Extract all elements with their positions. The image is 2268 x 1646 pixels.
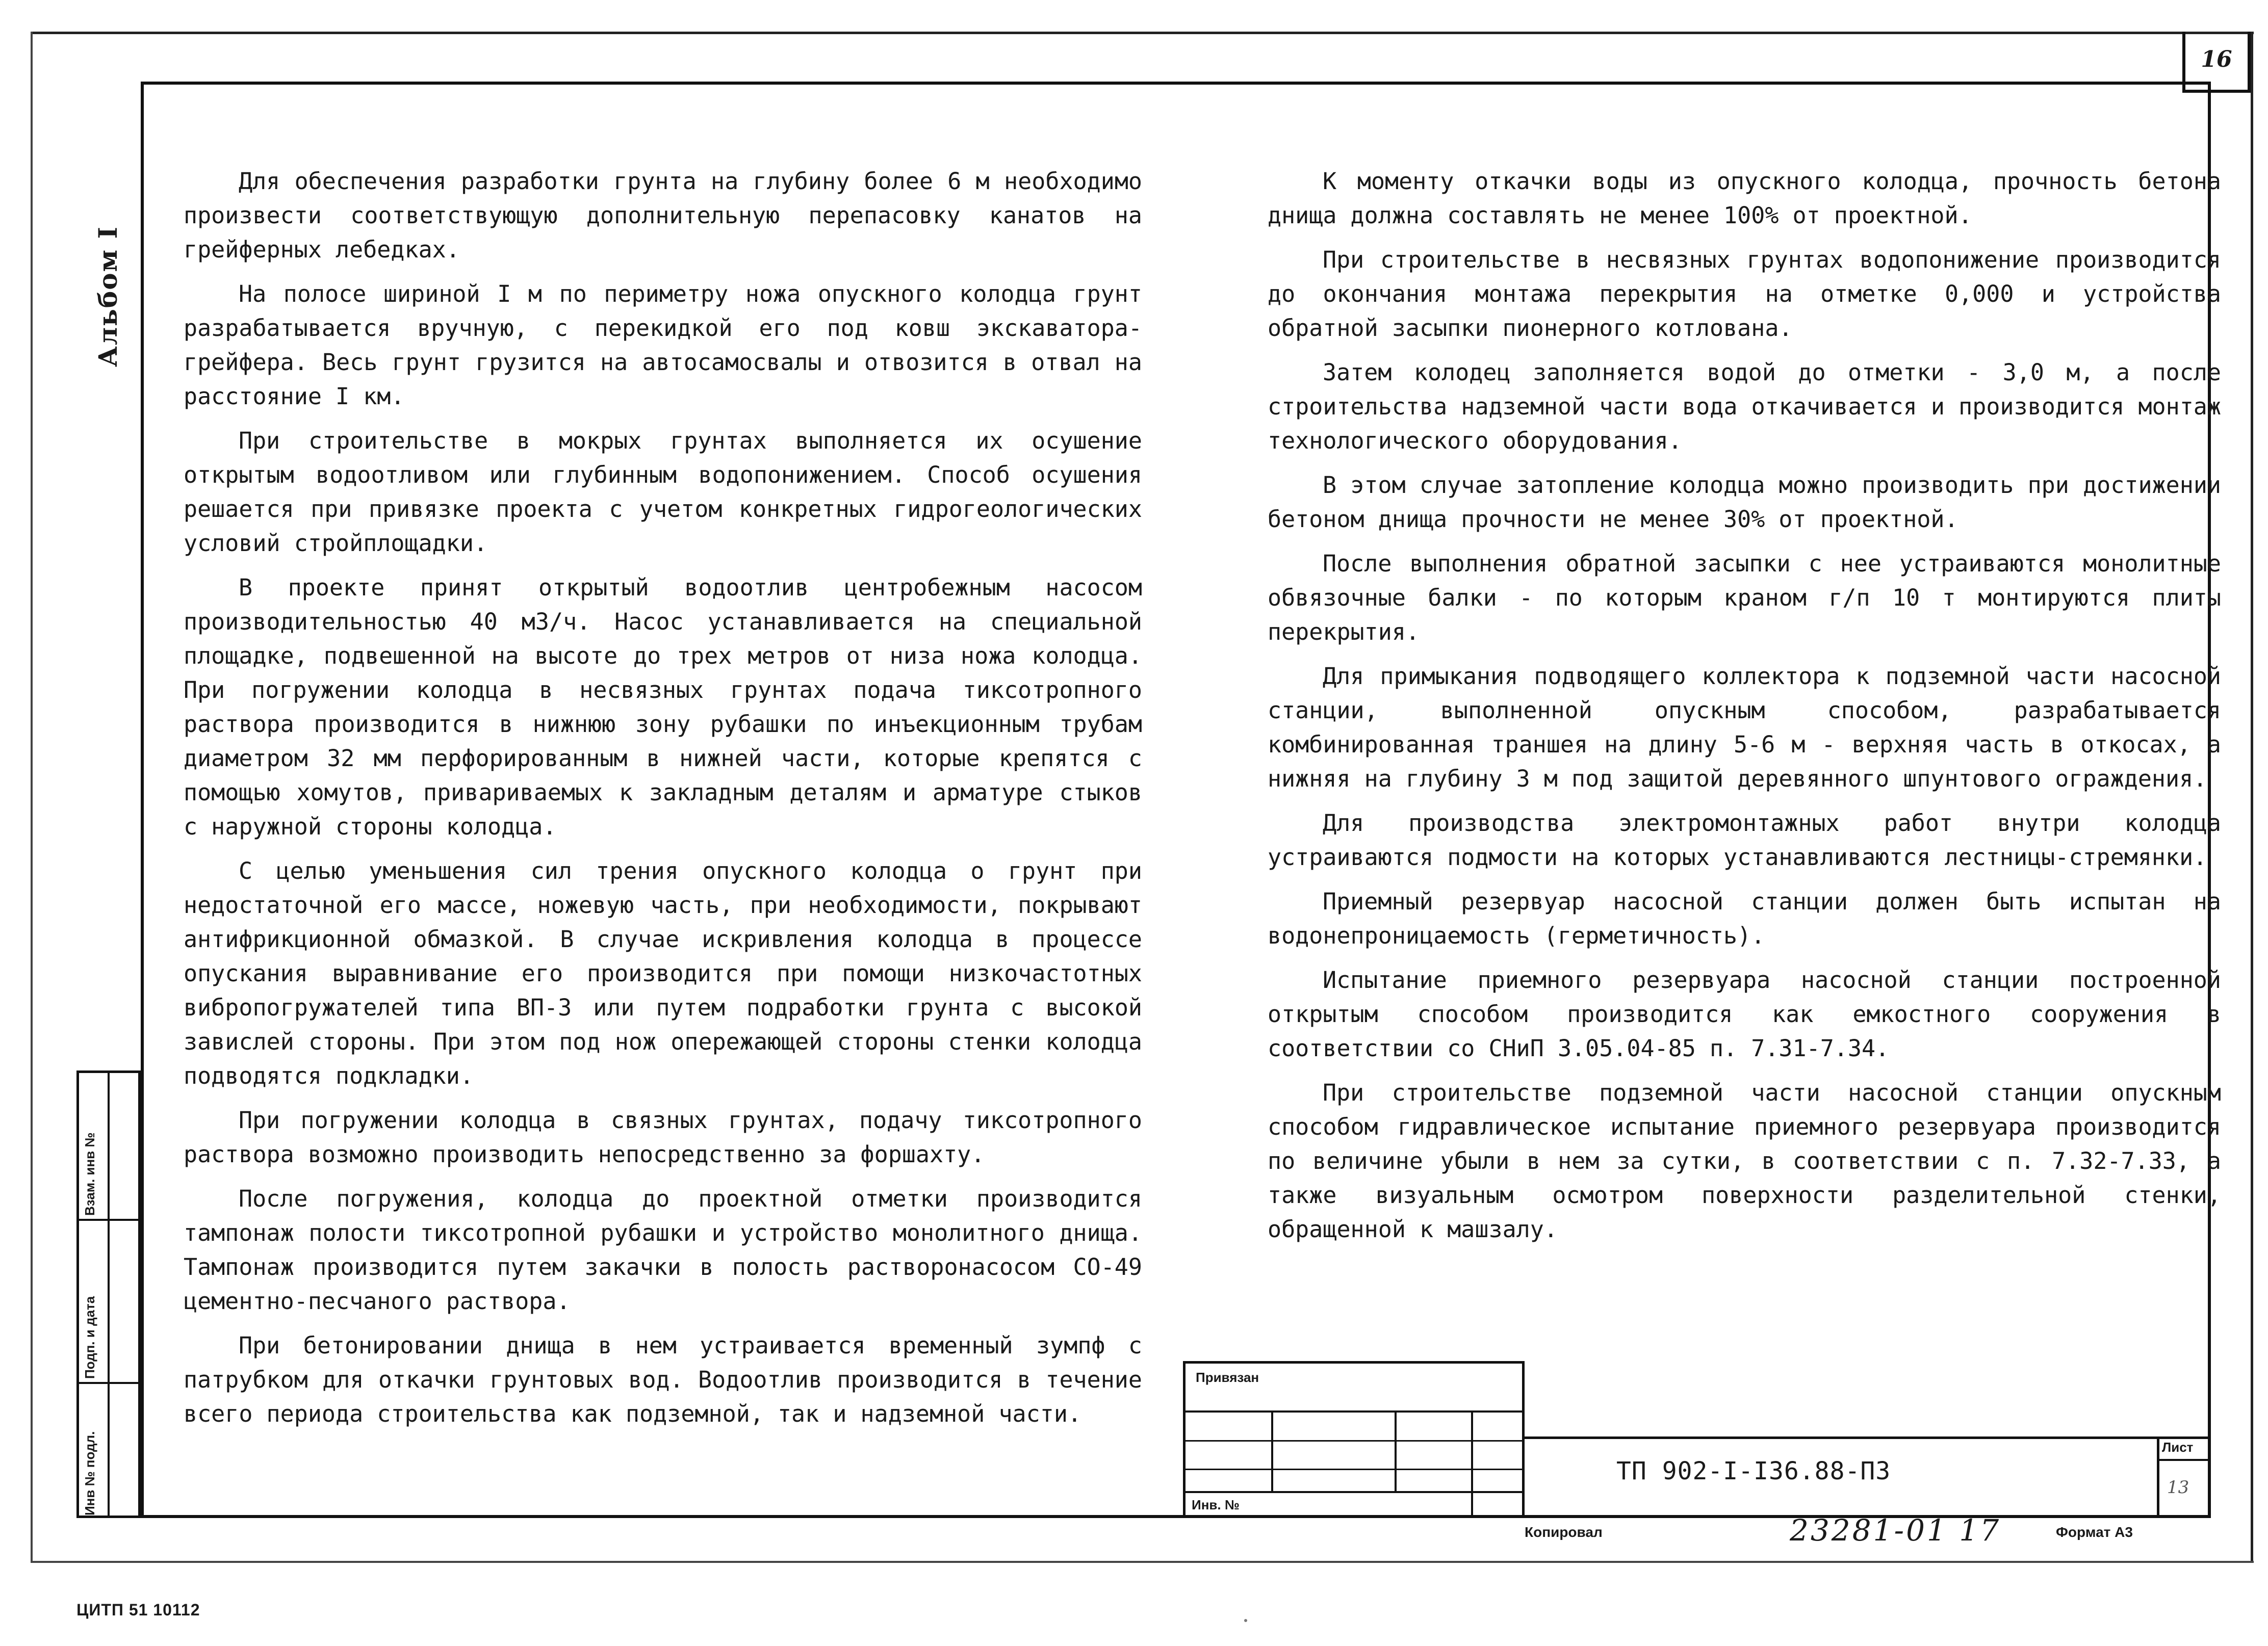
paragraph: Для обеспечения разработки грунта на глубину более 6 м необходимо произвести соответствующую дополнительную перепасовку канатов на грейферных лебедках. (184, 168, 1142, 263)
paragraph: Испытание приемного резервуара насосной станции построенной открытым способом производится как емкостного сооружения в соответствии со СНиП 3.05.04-85 п. 7.31-7.34. (1268, 966, 2221, 1062)
album-label: Альбом I (93, 226, 123, 367)
sheet-top-line (31, 32, 2254, 34)
paragraph: После выполнения обратной засыпки с нее устраиваются монолитные обвязочные балки - по которым краном г/п 10 т монтируются плиты перекрытия. (1268, 550, 2221, 645)
sheet-cell-rule (2157, 1459, 2211, 1461)
sheet-value: 13 (2167, 1477, 2189, 1498)
paragraph: При строительстве в несвязных грунтах водопонижение производится до окончания монтажа перекрытия на отметке 0,000 и устройства обратной засыпки пионерного котлована. (1268, 246, 2221, 342)
paragraph: В проекте принят открытый водоотлив центробежным насосом производительностью 40 м3/ч. Насос устанавливается на специальной площадке, подвешенной на высоте до трех метров от низа ножа колодца. При погружении колодца в несвязных грунтах подача тиксотропного раствора производится в нижнюю зону рубашки по инъекционным трубам диаметром 32 мм перфорированным в нижней части, которые крепятся с помощью хомутов, привариваемых к закладным деталям и арматуре стыков с наружной стороны колодца. (184, 574, 1142, 840)
scan-speck (1244, 1619, 1247, 1622)
paragraph: При бетонировании днища в нем устраивается временный зумпф с патрубком для откачки грунтовых вод. Водоотлив производится в течение всего периода строительства как подземной, так и надземной части. (184, 1332, 1142, 1427)
linked-label: Привязан (1196, 1370, 1259, 1385)
linkage-table (1183, 1361, 1525, 1518)
paragraph: Для производства электромонтажных работ внутри колодца устраиваются подмости на которых устанавливаются лестницы-стремянки. (1268, 809, 2221, 871)
footer-org: ЦИТП 51 10112 (76, 1601, 200, 1619)
table-divider (1271, 1410, 1273, 1491)
margin-stamp (76, 1070, 141, 1518)
text-column-right (1268, 164, 2221, 1257)
table-divider (1471, 1410, 1473, 1517)
paragraph: При строительстве в мокрых грунтах выполняется их осушение открытым водоотливом или глубинным водопонижением. Способ осушения решается при привязке проекта с учетом конкретных гидрогеологических условий стройплощадки. (184, 427, 1142, 557)
document-code: ТП 902-I-I36.88-ПЗ (1616, 1457, 1891, 1485)
table-divider (1395, 1410, 1397, 1491)
paragraph: При погружении колодца в связных грунтах, подачу тиксотропного раствора возможно производить непосредственно за форшахту. (184, 1107, 1142, 1168)
paragraph: На полосе шириной I м по периметру ножа опускного колодца грунт разрабатывается вручную, с перекидкой его под ковш экскаватора-грейфера. Весь грунт грузится на автосамосвалы и отвозится в отвал на расстояние I км. (184, 280, 1142, 410)
paragraph: В этом случае затопление колодца можно производить при достижении бетоном днища прочности не менее 30% от проектной. (1268, 472, 2221, 533)
sheet-right-line (2251, 32, 2253, 1561)
paragraph: После погружения, колодца до проектной отметки производится тампонаж полости тиксотропной рубашки и устройство монолитного днища. Тампонаж производится путем закачки в полость растворонасосом СО-49 цементно-песчаного раствора. (184, 1185, 1142, 1315)
paragraph: К моменту откачки воды из опускного колодца, прочность бетона днища должна составлять не менее 100% от проектной. (1268, 168, 2221, 229)
sheet-bottom-line (31, 1561, 2254, 1563)
stamp-label-inv: Инв № подл. (82, 1431, 97, 1516)
paragraph: При строительстве подземной части насосной станции опускным способом гидравлическое испытание приемного резервуара производится по величине убыли в нем за сутки, в соответствии с п. 7.32-7.33, а также визуальным осмотром поверхности разделительной стенки, обращенной к машзалу. (1268, 1079, 2221, 1243)
paragraph: Для примыкания подводящего коллектора к подземной части насосной станции, выполненной опускным способом, разрабатывается комбинированная траншея на длину 5-6 м - верхняя часть в откосах, а нижняя на глубину 3 м под защитой деревянного шпунтового ограждения. (1268, 663, 2221, 792)
paragraph: Приемный резервуар насосной станции должен быть испытан на водонепроницаемость (герметичность). (1268, 888, 2221, 949)
sheet-label: Лист (2162, 1440, 2194, 1455)
paragraph: С целью уменьшения сил трения опускного колодца о грунт при недостаточной его массе, ножевую часть, при необходимости, покрывают антифрикционной обмазкой. В случае искривления колодца в процессе опускания выравнивание его производится при помощи низкочастотных вибропогружателей типа ВП-3 или путем подработки грунта с высокой завислей стороны. При этом под нож опережающей стороны стенки колодца подводятся подкладки. (184, 857, 1142, 1089)
copied-label: Копировал (1525, 1524, 1603, 1540)
sheet-left-line (31, 32, 33, 1561)
text-column-left (184, 164, 1142, 1441)
archive-number: 23281-01 17 (1790, 1513, 2001, 1548)
stamp-label-replace: Взам. инв № (82, 1132, 97, 1216)
stamp-label-sign: Подп. и дата (82, 1296, 97, 1379)
format-label: Формат A3 (2056, 1524, 2133, 1540)
sheet-number: 16 (2182, 32, 2251, 93)
paragraph: Затем колодец заполняется водой до отметки - 3,0 м, а после строительства надземной части вода откачивается и производится монтаж технологического оборудования. (1268, 359, 2221, 454)
inv-label: Инв. № (1192, 1497, 1240, 1512)
